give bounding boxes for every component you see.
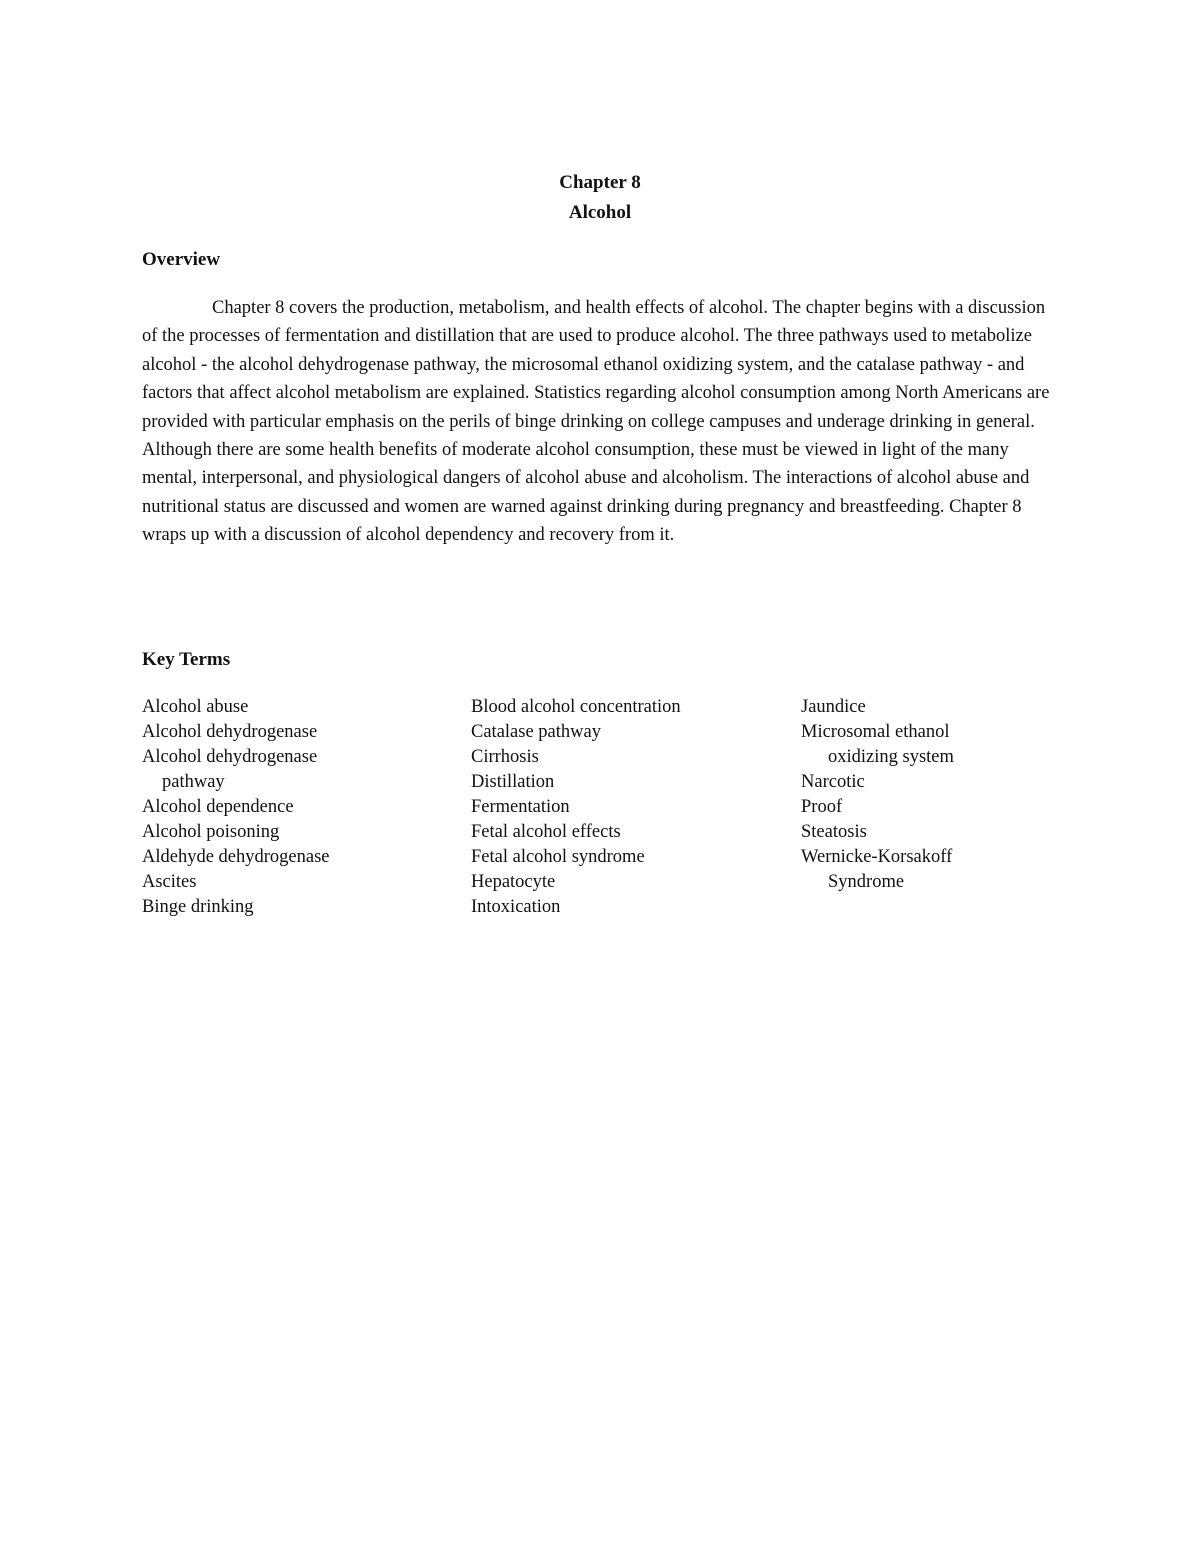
key-term: Alcohol poisoning: [142, 822, 280, 842]
key-term: Catalase pathway: [471, 722, 601, 742]
key-term: Fetal alcohol syndrome: [471, 847, 645, 867]
overview-paragraph: Chapter 8 covers the production, metabolism, and health effects of alcohol. The chapter begins with a discussion of the processes of fermentation and distillation that are used to produce alcohol. The three pathways used to metabolize alcohol - the alcohol dehydrogenase pathway, the microsomal ethanol oxidizing system, and the catalase pathway - and factors that affect alcohol metabolism are explained. Statistics regarding alcohol consumption among North Americans are provided with particular emphasis on the perils of binge drinking on college campuses and underage drinking in general. Although there are some health benefits of moderate alcohol consumption, these must be viewed in light of the many mental, interpersonal, and physiological dangers of alcohol abuse and alcoholism. The interactions of alcohol abuse and nutritional status are discussed and women are warned against drinking during pregnancy and breastfeeding. Chapter 8 wraps up with a discussion of alcohol dependency and recovery from it.: [142, 298, 1050, 546]
key-term: Cirrhosis: [471, 747, 539, 767]
key-term: Alcohol dehydrogenase: [142, 747, 318, 767]
key-term: Blood alcohol concentration: [471, 697, 681, 717]
key-term: Jaundice: [801, 697, 866, 717]
key-term-continuation: Syndrome: [828, 872, 905, 892]
key-terms-heading: Key Terms: [142, 649, 231, 670]
overview-heading: Overview: [142, 249, 221, 270]
key-term: Distillation: [471, 772, 555, 792]
key-term: Steatosis: [801, 822, 867, 842]
key-term: Binge drinking: [142, 897, 254, 917]
key-term: Alcohol dependence: [142, 797, 294, 817]
key-term: Fetal alcohol effects: [471, 822, 621, 842]
chapter-number: Chapter 8: [559, 172, 641, 193]
key-term: Microsomal ethanol: [801, 722, 950, 742]
key-term: Intoxication: [471, 897, 561, 917]
chapter-title: Alcohol: [568, 202, 632, 223]
chapter-title-block: [0, 168, 1200, 228]
key-term: Hepatocyte: [471, 872, 556, 892]
key-terms-column-2: [471, 695, 791, 920]
key-term: Fermentation: [471, 797, 570, 817]
key-terms-column-1: [142, 695, 462, 920]
key-term: Narcotic: [801, 772, 865, 792]
key-term: Wernicke-Korsakoff: [801, 847, 953, 867]
key-term: Ascites: [142, 872, 197, 892]
key-term: Alcohol dehydrogenase: [142, 722, 318, 742]
key-term: Aldehyde dehydrogenase: [142, 847, 330, 867]
key-term-continuation: pathway: [162, 772, 225, 792]
key-terms-column-3: [801, 695, 1061, 895]
key-term: Proof: [801, 797, 843, 817]
key-term-continuation: oxidizing system: [828, 747, 954, 767]
key-term: Alcohol abuse: [142, 697, 249, 717]
